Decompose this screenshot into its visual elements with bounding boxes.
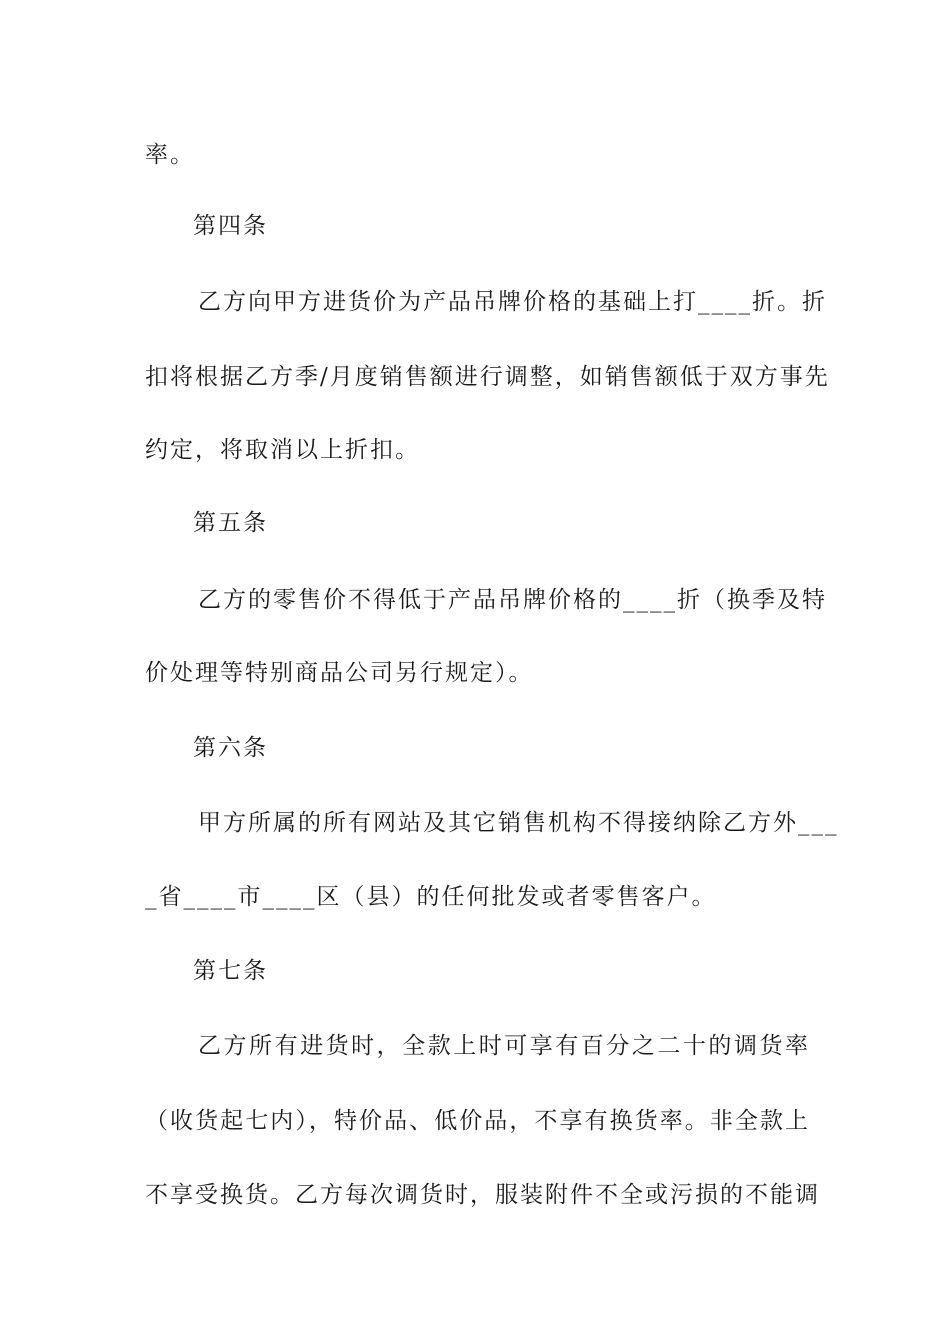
text-line: （收货起七内），特价品、低价品，不享有换货率。非全款上 xyxy=(145,1108,810,1134)
text-line: 率。 xyxy=(145,142,195,168)
text-line: 乙方向甲方进货价为产品吊牌价格的基础上打____折。折 xyxy=(198,289,827,315)
text-line: 价处理等特别商品公司另行规定）。 xyxy=(145,660,534,686)
text-line: 乙方所有进货时，全款上时可享有百分之二十的调货率 xyxy=(198,1033,810,1059)
text-line: 甲方所属的所有网站及其它销售机构不得接纳除乙方外___ xyxy=(198,810,839,836)
text-line: 乙方的零售价不得低于产品吊牌价格的____折（换季及特 xyxy=(198,587,827,613)
article-heading: 第四条 xyxy=(193,213,268,239)
text-line: 不享受换货。乙方每次调货时，服装附件不全或污损的不能调 xyxy=(145,1182,820,1208)
article-heading: 第五条 xyxy=(193,510,268,536)
article-heading: 第六条 xyxy=(193,735,268,761)
article-heading: 第七条 xyxy=(193,958,268,984)
text-line: 约定，将取消以上折扣。 xyxy=(145,437,420,463)
text-line: 扣将根据乙方季/月度销售额进行调整，如销售额低于双方事先 xyxy=(145,364,830,390)
text-line: _省____市____区（县）的任何批发或者零售客户。 xyxy=(145,884,717,910)
